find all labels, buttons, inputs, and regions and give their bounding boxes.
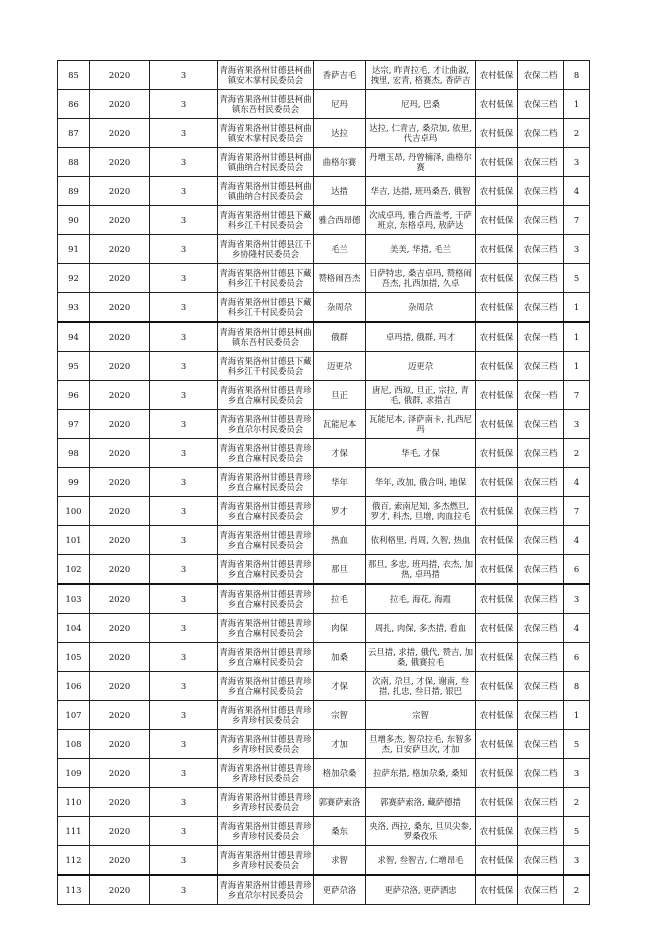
row-number-cell: 111 (58, 817, 90, 846)
batch-cell: 3 (150, 584, 218, 614)
village-committee-cell: 青海省果洛州甘德县青珍乡直合麻村民委员会 (218, 497, 314, 526)
batch-cell: 3 (150, 468, 218, 497)
member-count-cell: 2 (564, 439, 590, 468)
village-committee-cell: 青海省果洛州甘德县青珍乡直合麻村民委员会 (218, 526, 314, 555)
row-number-cell: 94 (58, 322, 90, 352)
family-members-cell: 华吉, 达措, 班玛桑吾, 俄智 (366, 177, 476, 206)
row-number-cell: 96 (58, 381, 90, 410)
row-number-cell: 85 (58, 61, 90, 90)
year-cell: 2020 (90, 293, 150, 323)
row-number-cell: 104 (58, 614, 90, 643)
household-head-cell: 俄群 (314, 322, 366, 352)
assistance-type-cell: 农村低保 (476, 439, 518, 468)
table-row (58, 526, 590, 555)
assistance-type-cell: 农村低保 (476, 177, 518, 206)
table-row (58, 410, 590, 439)
year-cell: 2020 (90, 322, 150, 352)
batch-cell: 3 (150, 730, 218, 759)
village-committee-cell: 青海省果洛州甘德县柯曲镇东吾村民委员会 (218, 322, 314, 352)
member-count-cell: 2 (564, 875, 590, 905)
household-head-cell: 郭赛萨索洛 (314, 788, 366, 817)
year-cell: 2020 (90, 701, 150, 730)
batch-cell: 3 (150, 439, 218, 468)
village-committee-cell: 青海省果洛州甘德县青珍乡直尕尔村民委员会 (218, 410, 314, 439)
family-members-cell: 俄百, 索南尼知, 多杰燃旦, 罗才, 科杰, 旦增, 肉血拉毛 (366, 497, 476, 526)
household-head-cell: 桑东 (314, 817, 366, 846)
member-count-cell: 3 (564, 584, 590, 614)
table-row (58, 322, 590, 352)
year-cell: 2020 (90, 381, 150, 410)
household-head-cell: 更萨尕洛 (314, 875, 366, 905)
family-members-cell: 次南, 尕旦, 才保, 谢南, 叁措, 扎忠, 叁日措, 银巴 (366, 672, 476, 701)
assistance-type-cell: 农村低保 (476, 497, 518, 526)
row-number-cell: 87 (58, 119, 90, 148)
member-count-cell: 5 (564, 264, 590, 293)
table-row (58, 701, 590, 730)
household-head-cell: 宗智 (314, 701, 366, 730)
assistance-type-cell: 农村低保 (476, 584, 518, 614)
village-committee-cell: 青海省果洛州甘德县青珍乡直合麻村民委员会 (218, 468, 314, 497)
table-row (58, 875, 590, 905)
table-row (58, 235, 590, 264)
assistance-type-cell: 农村低保 (476, 381, 518, 410)
row-number-cell: 97 (58, 410, 90, 439)
batch-cell: 3 (150, 672, 218, 701)
row-number-cell: 110 (58, 788, 90, 817)
member-count-cell: 3 (564, 235, 590, 264)
family-members-cell: 那旦, 多忠, 班玛措, 衣杰, 加热, 卓玛措 (366, 555, 476, 585)
family-members-cell: 求智, 叁智吉, 仁增昂毛 (366, 846, 476, 876)
year-cell: 2020 (90, 672, 150, 701)
village-committee-cell: 青海省果洛州甘德县青珍乡青珍村民委员会 (218, 701, 314, 730)
table-row (58, 439, 590, 468)
member-count-cell: 2 (564, 119, 590, 148)
assistance-type-cell: 农村低保 (476, 264, 518, 293)
table-row (58, 468, 590, 497)
member-count-cell: 7 (564, 206, 590, 235)
village-committee-cell: 青海省果洛州甘德县柯曲镇安木掌村民委员会 (218, 61, 314, 90)
year-cell: 2020 (90, 875, 150, 905)
year-cell: 2020 (90, 90, 150, 119)
batch-cell: 3 (150, 61, 218, 90)
member-count-cell: 5 (564, 730, 590, 759)
village-committee-cell: 青海省果洛州甘德县下藏科乡江千村民委员会 (218, 206, 314, 235)
batch-cell: 3 (150, 555, 218, 585)
member-count-cell: 3 (564, 148, 590, 177)
assistance-level-cell: 农保三档 (518, 730, 564, 759)
member-count-cell: 1 (564, 322, 590, 352)
assistance-level-cell: 农保三档 (518, 497, 564, 526)
assistance-type-cell: 农村低保 (476, 875, 518, 905)
year-cell: 2020 (90, 206, 150, 235)
year-cell: 2020 (90, 526, 150, 555)
row-number-cell: 88 (58, 148, 90, 177)
family-members-cell: 尼玛, 巴桑 (366, 90, 476, 119)
household-head-cell: 拉毛 (314, 584, 366, 614)
batch-cell: 3 (150, 322, 218, 352)
assistance-level-cell: 农保三档 (518, 177, 564, 206)
household-head-cell: 那旦 (314, 555, 366, 585)
household-head-cell: 加桑 (314, 643, 366, 672)
family-members-cell: 拉萨东措, 格加尕桑, 桑知 (366, 759, 476, 788)
village-committee-cell: 青海省果洛州甘德县下藏科乡江千村民委员会 (218, 293, 314, 323)
household-head-cell: 雅合西昂德 (314, 206, 366, 235)
household-head-cell: 罗才 (314, 497, 366, 526)
batch-cell: 3 (150, 206, 218, 235)
village-committee-cell: 青海省果洛州甘德县青珍乡直合麻村民委员会 (218, 555, 314, 585)
family-members-cell: 拉毛, 海花, 海霞 (366, 584, 476, 614)
row-number-cell: 103 (58, 584, 90, 614)
assistance-level-cell: 农保三档 (518, 468, 564, 497)
assistance-type-cell: 农村低保 (476, 61, 518, 90)
family-members-cell: 华毛, 才保 (366, 439, 476, 468)
household-head-cell: 格加尕桑 (314, 759, 366, 788)
member-count-cell: 7 (564, 381, 590, 410)
village-committee-cell: 青海省果洛州甘德县柯曲镇曲纳合村民委员会 (218, 177, 314, 206)
member-count-cell: 8 (564, 61, 590, 90)
household-head-cell: 瓦能尼本 (314, 410, 366, 439)
row-number-cell: 99 (58, 468, 90, 497)
table-row (58, 119, 590, 148)
assistance-type-cell: 农村低保 (476, 410, 518, 439)
family-members-cell: 更萨尕洛, 更萨洒忠 (366, 875, 476, 905)
row-number-cell: 113 (58, 875, 90, 905)
assistance-type-cell: 农村低保 (476, 119, 518, 148)
family-members-cell: 卓玛措, 俄群, 玛才 (366, 322, 476, 352)
assistance-level-cell: 农保三档 (518, 410, 564, 439)
table-row (58, 497, 590, 526)
batch-cell: 3 (150, 177, 218, 206)
assistance-level-cell: 农保三档 (518, 264, 564, 293)
assistance-level-cell: 农保三档 (518, 817, 564, 846)
table-row (58, 206, 590, 235)
assistance-type-cell: 农村低保 (476, 235, 518, 264)
village-committee-cell: 青海省果洛州甘德县青珍乡直合麻村民委员会 (218, 381, 314, 410)
member-count-cell: 6 (564, 555, 590, 585)
row-number-cell: 90 (58, 206, 90, 235)
year-cell: 2020 (90, 264, 150, 293)
village-committee-cell: 青海省果洛州甘德县青珍乡青珍村民委员会 (218, 788, 314, 817)
table-row (58, 381, 590, 410)
family-members-cell: 郭赛萨索洛, 藏萨德措 (366, 788, 476, 817)
household-head-cell: 达拉 (314, 119, 366, 148)
batch-cell: 3 (150, 875, 218, 905)
household-head-cell: 才加 (314, 730, 366, 759)
assistance-type-cell: 农村低保 (476, 701, 518, 730)
member-count-cell: 6 (564, 643, 590, 672)
assistance-type-cell: 农村低保 (476, 672, 518, 701)
year-cell: 2020 (90, 584, 150, 614)
assistance-level-cell: 农保三档 (518, 235, 564, 264)
assistance-type-cell: 农村低保 (476, 730, 518, 759)
assistance-level-cell: 农保三档 (518, 846, 564, 876)
table-row (58, 555, 590, 585)
household-head-cell: 旦正 (314, 381, 366, 410)
assistance-level-cell: 农保二档 (518, 759, 564, 788)
table-row (58, 584, 590, 614)
row-number-cell: 102 (58, 555, 90, 585)
member-count-cell: 4 (564, 614, 590, 643)
village-committee-cell: 青海省果洛州甘德县柯曲镇安木掌村民委员会 (218, 119, 314, 148)
assistance-type-cell: 农村低保 (476, 555, 518, 585)
household-head-cell: 求智 (314, 846, 366, 876)
family-members-cell: 次成卓玛, 雅合西盖考, 干萨班京, 东格卓玛, 敖萨达 (366, 206, 476, 235)
assistance-type-cell: 农村低保 (476, 352, 518, 381)
family-members-cell: 迈更尕 (366, 352, 476, 381)
batch-cell: 3 (150, 788, 218, 817)
member-count-cell: 1 (564, 352, 590, 381)
row-number-cell: 112 (58, 846, 90, 876)
batch-cell: 3 (150, 381, 218, 410)
year-cell: 2020 (90, 846, 150, 876)
village-committee-cell: 青海省果洛州甘德县柯曲镇东吾村民委员会 (218, 90, 314, 119)
batch-cell: 3 (150, 701, 218, 730)
year-cell: 2020 (90, 148, 150, 177)
assistance-level-cell: 农保三档 (518, 352, 564, 381)
table-row (58, 90, 590, 119)
table-row (58, 817, 590, 846)
year-cell: 2020 (90, 497, 150, 526)
assistance-type-cell: 农村低保 (476, 643, 518, 672)
village-committee-cell: 青海省果洛州甘德县柯曲镇曲纳合村民委员会 (218, 148, 314, 177)
assistance-type-cell: 农村低保 (476, 759, 518, 788)
member-count-cell: 1 (564, 90, 590, 119)
family-members-cell: 日萨特忠, 桑吉卓玛, 赞格闹吾杰, 扎西加措, 久卓 (366, 264, 476, 293)
assistance-level-cell: 农保三档 (518, 701, 564, 730)
batch-cell: 3 (150, 235, 218, 264)
row-number-cell: 108 (58, 730, 90, 759)
household-head-cell: 才保 (314, 439, 366, 468)
batch-cell: 3 (150, 352, 218, 381)
assistance-type-cell: 农村低保 (476, 846, 518, 876)
batch-cell: 3 (150, 526, 218, 555)
row-number-cell: 95 (58, 352, 90, 381)
table-row (58, 643, 590, 672)
year-cell: 2020 (90, 61, 150, 90)
year-cell: 2020 (90, 817, 150, 846)
year-cell: 2020 (90, 759, 150, 788)
row-number-cell: 98 (58, 439, 90, 468)
batch-cell: 3 (150, 497, 218, 526)
batch-cell: 3 (150, 119, 218, 148)
year-cell: 2020 (90, 410, 150, 439)
assistance-level-cell: 农保三档 (518, 672, 564, 701)
village-committee-cell: 青海省果洛州甘德县青珍乡青珍村民委员会 (218, 846, 314, 876)
batch-cell: 3 (150, 293, 218, 323)
member-count-cell: 8 (564, 672, 590, 701)
assistance-type-cell: 农村低保 (476, 526, 518, 555)
table-row (58, 614, 590, 643)
family-members-cell: 丹增玉昂, 丹曾楠泽, 曲格尔赛 (366, 148, 476, 177)
batch-cell: 3 (150, 817, 218, 846)
member-count-cell: 1 (564, 701, 590, 730)
household-head-cell: 赞格闹吾杰 (314, 264, 366, 293)
village-committee-cell: 青海省果洛州甘德县青珍乡直尕尔村民委员会 (218, 875, 314, 905)
village-committee-cell: 青海省果洛州甘德县江千乡协隆村民委员会 (218, 235, 314, 264)
assistance-level-cell: 农保三档 (518, 643, 564, 672)
family-members-cell: 瓦能尼本, 泽萨南卡, 扎西尼玛 (366, 410, 476, 439)
assistance-level-cell: 农保三档 (518, 875, 564, 905)
batch-cell: 3 (150, 264, 218, 293)
roster-body (58, 61, 590, 905)
household-head-cell: 尼玛 (314, 90, 366, 119)
assistance-type-cell: 农村低保 (476, 206, 518, 235)
assistance-level-cell: 农保二档 (518, 61, 564, 90)
family-members-cell: 宗智 (366, 701, 476, 730)
row-number-cell: 105 (58, 643, 90, 672)
member-count-cell: 5 (564, 817, 590, 846)
family-members-cell: 央洛, 西拉, 桑东, 旦贝尖参, 罗桑孜乐 (366, 817, 476, 846)
assistance-level-cell: 农保三档 (518, 584, 564, 614)
village-committee-cell: 青海省果洛州甘德县下藏科乡江千村民委员会 (218, 352, 314, 381)
village-committee-cell: 青海省果洛州甘德县青珍乡直合麻村民委员会 (218, 584, 314, 614)
row-number-cell: 89 (58, 177, 90, 206)
family-members-cell: 达拉, 仁青吉, 桑尕加, 依里, 代吉卓玛 (366, 119, 476, 148)
village-committee-cell: 青海省果洛州甘德县青珍乡青珍村民委员会 (218, 759, 314, 788)
household-head-cell: 热血 (314, 526, 366, 555)
household-head-cell: 杂周尕 (314, 293, 366, 323)
year-cell: 2020 (90, 555, 150, 585)
assistance-level-cell: 农保三档 (518, 206, 564, 235)
family-members-cell: 依利格里, 肖周, 久智, 热血 (366, 526, 476, 555)
member-count-cell: 4 (564, 526, 590, 555)
table-row (58, 730, 590, 759)
table-row (58, 846, 590, 876)
batch-cell: 3 (150, 90, 218, 119)
family-members-cell: 云旦措, 求措, 俄代, 赞吉, 加桑, 俄赛拉毛 (366, 643, 476, 672)
year-cell: 2020 (90, 352, 150, 381)
village-committee-cell: 青海省果洛州甘德县青珍乡直合麻村民委员会 (218, 439, 314, 468)
batch-cell: 3 (150, 614, 218, 643)
village-committee-cell: 青海省果洛州甘德县青珍乡青珍村民委员会 (218, 817, 314, 846)
batch-cell: 3 (150, 148, 218, 177)
year-cell: 2020 (90, 614, 150, 643)
village-committee-cell: 青海省果洛州甘德县青珍乡直合麻村民委员会 (218, 672, 314, 701)
assistance-type-cell: 农村低保 (476, 468, 518, 497)
table-row (58, 788, 590, 817)
year-cell: 2020 (90, 468, 150, 497)
household-head-cell: 香萨吉毛 (314, 61, 366, 90)
row-number-cell: 101 (58, 526, 90, 555)
row-number-cell: 109 (58, 759, 90, 788)
year-cell: 2020 (90, 235, 150, 264)
assistance-type-cell: 农村低保 (476, 614, 518, 643)
village-committee-cell: 青海省果洛州甘德县青珍乡直合麻村民委员会 (218, 614, 314, 643)
batch-cell: 3 (150, 643, 218, 672)
family-members-cell: 美美, 华措, 毛兰 (366, 235, 476, 264)
batch-cell: 3 (150, 410, 218, 439)
row-number-cell: 91 (58, 235, 90, 264)
year-cell: 2020 (90, 788, 150, 817)
year-cell: 2020 (90, 730, 150, 759)
household-head-cell: 肉保 (314, 614, 366, 643)
row-number-cell: 106 (58, 672, 90, 701)
assistance-level-cell: 农保三档 (518, 526, 564, 555)
table-row (58, 672, 590, 701)
assistance-type-cell: 农村低保 (476, 817, 518, 846)
village-committee-cell: 青海省果洛州甘德县青珍乡青珍村民委员会 (218, 730, 314, 759)
member-count-cell: 1 (564, 293, 590, 323)
table-row (58, 61, 590, 90)
assistance-type-cell: 农村低保 (476, 293, 518, 323)
assistance-level-cell: 农保一档 (518, 381, 564, 410)
assistance-type-cell: 农村低保 (476, 90, 518, 119)
assistance-level-cell: 农保三档 (518, 788, 564, 817)
year-cell: 2020 (90, 177, 150, 206)
row-number-cell: 107 (58, 701, 90, 730)
village-committee-cell: 青海省果洛州甘德县下藏科乡江千村民委员会 (218, 264, 314, 293)
table-row (58, 264, 590, 293)
year-cell: 2020 (90, 439, 150, 468)
assistance-level-cell: 农保三档 (518, 293, 564, 323)
assistance-level-cell: 农保一档 (518, 322, 564, 352)
family-members-cell: 旦增多杰, 智尕拉毛, 东智多杰, 日安萨旦次, 才加 (366, 730, 476, 759)
household-head-cell: 迈更尕 (314, 352, 366, 381)
family-members-cell: 周扎, 肉保, 多杰措, 看血 (366, 614, 476, 643)
family-members-cell: 华年, 改加, 俄合叫, 地保 (366, 468, 476, 497)
assistance-type-cell: 农村低保 (476, 322, 518, 352)
household-head-cell: 才保 (314, 672, 366, 701)
assistance-level-cell: 农保三档 (518, 148, 564, 177)
assistance-level-cell: 农保三档 (518, 555, 564, 585)
row-number-cell: 100 (58, 497, 90, 526)
assistance-level-cell: 农保三档 (518, 614, 564, 643)
household-head-cell: 毛兰 (314, 235, 366, 264)
assistance-level-cell: 农保二档 (518, 119, 564, 148)
table-row (58, 177, 590, 206)
member-count-cell: 3 (564, 410, 590, 439)
assistance-level-cell: 农保三档 (518, 439, 564, 468)
assistance-type-cell: 农村低保 (476, 788, 518, 817)
table-row (58, 148, 590, 177)
family-members-cell: 杂周尕 (366, 293, 476, 323)
table-row (58, 293, 590, 323)
table-row (58, 352, 590, 381)
assistance-level-cell: 农保三档 (518, 90, 564, 119)
assistance-type-cell: 农村低保 (476, 148, 518, 177)
family-members-cell: 达宗, 昨青拉毛, 才让曲淑, 拽里, 宏青, 格赛杰, 香萨吉 (366, 61, 476, 90)
household-head-cell: 达措 (314, 177, 366, 206)
row-number-cell: 86 (58, 90, 90, 119)
batch-cell: 3 (150, 846, 218, 876)
family-members-cell: 唐尼, 西琼, 旦正, 宗拉, 青毛, 俄群, 求措吉 (366, 381, 476, 410)
relief-roster-table (57, 60, 590, 905)
member-count-cell: 4 (564, 177, 590, 206)
year-cell: 2020 (90, 119, 150, 148)
household-head-cell: 曲格尔赛 (314, 148, 366, 177)
member-count-cell: 3 (564, 759, 590, 788)
row-number-cell: 92 (58, 264, 90, 293)
member-count-cell: 3 (564, 846, 590, 876)
table-row (58, 759, 590, 788)
household-head-cell: 华年 (314, 468, 366, 497)
village-committee-cell: 青海省果洛州甘德县青珍乡直合麻村民委员会 (218, 643, 314, 672)
batch-cell: 3 (150, 759, 218, 788)
member-count-cell: 7 (564, 497, 590, 526)
member-count-cell: 2 (564, 788, 590, 817)
member-count-cell: 4 (564, 468, 590, 497)
year-cell: 2020 (90, 643, 150, 672)
row-number-cell: 93 (58, 293, 90, 323)
